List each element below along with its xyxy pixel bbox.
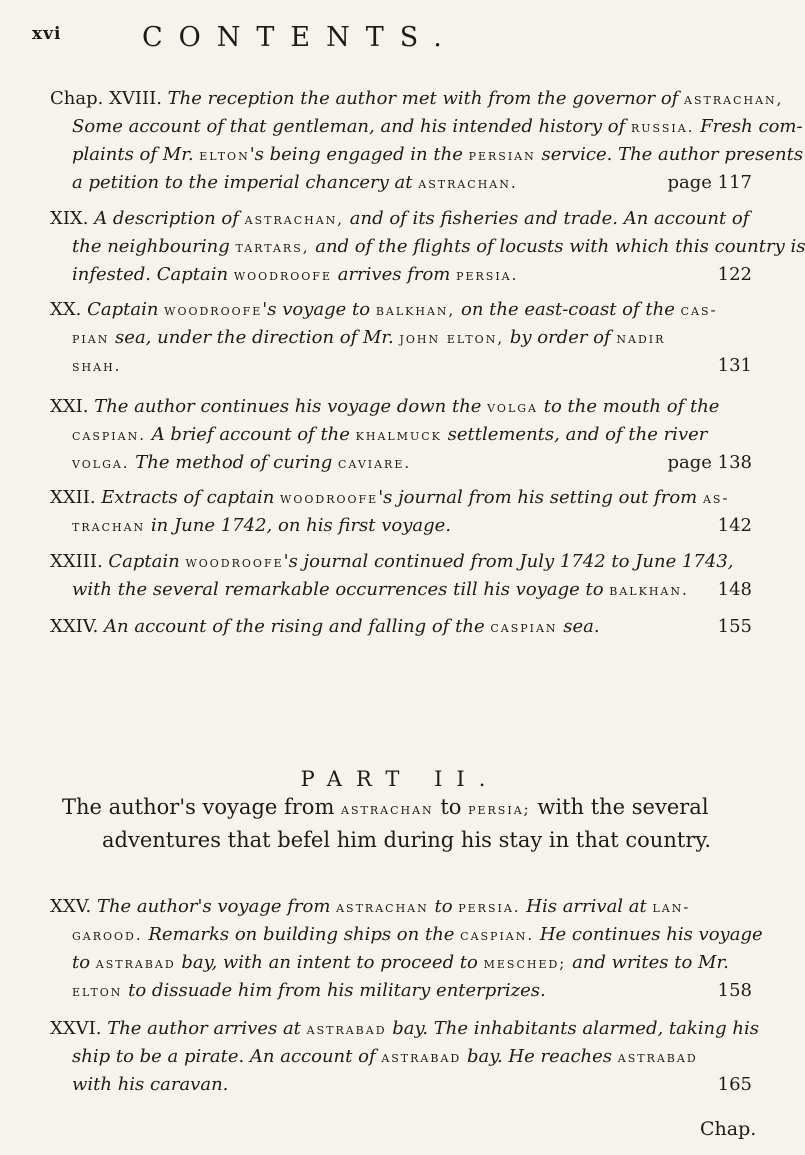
text-run: sea. <box>557 616 600 637</box>
page-reference: page 138 <box>667 452 752 473</box>
text-run: to <box>428 896 459 917</box>
text-run: Fresh com- <box>694 116 803 137</box>
text-run: XIX. <box>50 208 95 229</box>
text-run: bay. He reaches <box>461 1046 618 1067</box>
page-reference: 148 <box>717 579 752 600</box>
page-reference: 131 <box>717 355 752 376</box>
text-run: A brief account of the <box>145 424 356 445</box>
text-run: plaints of Mr. <box>72 144 200 165</box>
entry-line <box>50 205 752 233</box>
entry-line <box>50 393 752 421</box>
text-run: astrachan, <box>684 90 784 108</box>
text-run: A description of <box>94 208 245 229</box>
text-run: volga <box>487 398 538 416</box>
text-run: balkhan, <box>375 301 456 319</box>
entry-line <box>50 1015 759 1043</box>
catchword: Chap. <box>700 1118 757 1140</box>
text-run: Some account of that gentleman, and his intended history of <box>72 116 631 137</box>
text-run: settlements, and of the river <box>441 424 708 445</box>
page-title: CONTENTS. <box>142 22 458 53</box>
text-run: elton <box>72 982 123 1000</box>
text-run: as- <box>702 489 730 507</box>
text-run: astrachan <box>341 800 434 818</box>
text-run: caspian. <box>460 926 535 944</box>
part-title: PART II. <box>300 767 500 791</box>
text-run: mesched; <box>483 954 567 972</box>
text-run: caspian <box>490 618 558 636</box>
text-run: Extracts of captain <box>101 487 281 508</box>
entry-line <box>50 1071 752 1099</box>
text-run: infested. Captain <box>72 264 234 285</box>
text-run: XX. <box>50 299 88 320</box>
entry-line <box>50 421 752 449</box>
text-run: arrives from <box>331 264 457 285</box>
text-run: The author arrives at <box>107 1018 307 1039</box>
text-run: to <box>72 952 96 973</box>
entry-line <box>50 484 752 512</box>
text-run: astrachan, <box>244 210 345 228</box>
entry-line <box>50 949 752 977</box>
text-run: and of its fisheries and trade. An account of <box>344 208 750 229</box>
entry-line <box>50 85 784 113</box>
text-run: volga. <box>72 454 130 472</box>
entry-line <box>50 576 752 604</box>
text-run: The reception the author met with from the governor of <box>167 88 685 109</box>
text-run: XXII. <box>50 487 102 508</box>
entry-line <box>50 169 752 197</box>
text-run: The author's voyage from <box>62 795 342 819</box>
text-run: The author continues his voyage down the <box>94 396 488 417</box>
page-reference: 155 <box>717 616 752 637</box>
toc-entry-xxii <box>50 484 752 540</box>
text-run: woodroofe <box>233 266 332 284</box>
entry-line <box>50 296 752 324</box>
toc-entry-xxv <box>50 893 763 1005</box>
text-run: and writes to Mr. <box>566 952 729 973</box>
entry-line <box>50 113 803 141</box>
text-run: Remarks on building ships on the <box>142 924 461 945</box>
text-run: The author's voyage from <box>96 896 337 917</box>
text-run: by order of <box>504 327 617 348</box>
text-run: lan- <box>652 898 691 916</box>
text-run: pian <box>72 329 110 347</box>
toc-entry-xxiv <box>50 613 752 641</box>
text-run: john elton, <box>399 329 505 347</box>
text-run: sea, under the direction of Mr. <box>109 327 400 348</box>
text-run: astrachan <box>336 898 429 916</box>
text-run: the neighbouring <box>72 236 236 257</box>
entry-line <box>50 324 752 352</box>
text-run: astrabad <box>95 954 176 972</box>
toc-entry-xxiii <box>50 548 752 604</box>
text-run: The method of curing <box>129 452 338 473</box>
text-run: service. The author presents <box>535 144 804 165</box>
text-run: a petition to the imperial chancery at <box>72 172 419 193</box>
text-run: His arrival at <box>520 896 653 917</box>
text-run: 's journal from his setting out from <box>378 487 703 508</box>
text-run: elton <box>199 146 250 164</box>
text-run: woodroofe <box>185 553 284 571</box>
text-run: caspian. <box>72 426 146 444</box>
text-run: 's voyage to <box>262 299 376 320</box>
page-reference: page 117 <box>667 172 752 193</box>
text-run: bay, with an intent to proceed to <box>175 952 484 973</box>
text-run: shah. <box>72 357 122 375</box>
text-run: woodroofe <box>280 489 379 507</box>
entry-line <box>50 141 804 169</box>
text-run: to <box>433 795 469 819</box>
part-summary <box>62 792 742 856</box>
entry-line <box>50 977 752 1005</box>
text-run: XXIV. <box>50 616 105 637</box>
toc-entry-xx <box>50 296 752 380</box>
text-run: persia. <box>458 898 521 916</box>
page-header <box>32 22 760 62</box>
text-run: with the several <box>530 795 709 819</box>
text-run: He continues his voyage <box>534 924 763 945</box>
text-run: Captain <box>108 551 186 572</box>
toc-entry-xxvi <box>50 1015 759 1099</box>
text-run: astrabad <box>381 1048 462 1066</box>
text-run: astrachan. <box>418 174 518 192</box>
text-run: caviare. <box>338 454 412 472</box>
page-reference: 165 <box>717 1074 752 1095</box>
page-reference: 122 <box>717 264 752 285</box>
text-run: XXVI. <box>50 1018 108 1039</box>
text-run: russia. <box>630 118 695 136</box>
text-run: persia. <box>456 266 519 284</box>
page-reference: 158 <box>717 980 752 1001</box>
summary-line <box>62 825 742 856</box>
text-run: persian <box>468 146 536 164</box>
text-run: ship to be a pirate. An account of <box>72 1046 382 1067</box>
entry-line <box>50 921 763 949</box>
text-run: cas- <box>680 301 718 319</box>
text-run: adventures that befel him during his stay in that country. <box>102 828 712 852</box>
entry-line <box>50 233 805 261</box>
entry-line <box>50 893 752 921</box>
entry-line <box>50 512 752 540</box>
text-run: tartars, <box>235 238 310 256</box>
page-number: xvi <box>32 24 62 44</box>
text-run: balkhan. <box>609 581 689 599</box>
text-run: on the east-coast of the <box>455 299 681 320</box>
entry-line <box>50 1043 752 1071</box>
text-run: nadir <box>616 329 666 347</box>
text-run: with the several remarkable occurrences till his voyage to <box>72 579 610 600</box>
text-run: 's being engaged in the <box>249 144 469 165</box>
entry-line <box>50 449 752 477</box>
toc-entry-xviii <box>50 85 804 197</box>
text-run: Chap. XVIII. <box>50 88 168 109</box>
text-run: woodroofe <box>164 301 263 319</box>
entry-line <box>50 613 752 641</box>
page-reference: 142 <box>717 515 752 536</box>
text-run: XXI. <box>50 396 95 417</box>
text-run: with his caravan. <box>72 1074 229 1095</box>
entry-line <box>50 352 752 380</box>
entry-line <box>50 261 752 289</box>
text-run: in June 1742, on his first voyage. <box>145 515 452 536</box>
text-run: XXV. <box>50 896 97 917</box>
text-run: astrabad <box>617 1048 698 1066</box>
toc-entry-xxi <box>50 393 752 477</box>
text-run: khalmuck <box>355 426 442 444</box>
text-run: bay. The inhabitants alarmed, taking his <box>386 1018 759 1039</box>
toc-entry-xix <box>50 205 805 289</box>
text-run: astrabad <box>306 1020 387 1038</box>
summary-line <box>62 792 742 825</box>
text-run: to dissuade him from his military enterprizes. <box>122 980 546 1001</box>
text-run: to the mouth of the <box>537 396 720 417</box>
entry-line <box>50 548 752 576</box>
text-run: An account of the rising and falling of the <box>104 616 491 637</box>
text-run: trachan <box>72 517 146 535</box>
text-run: 's journal continued from July 1742 to June 1743, <box>283 551 734 572</box>
text-run: garood. <box>72 926 143 944</box>
text-run: persia; <box>468 800 531 818</box>
text-run: XXIII. <box>50 551 109 572</box>
text-run: and of the flights of locusts with which this country is <box>309 236 805 257</box>
text-run: Captain <box>87 299 165 320</box>
